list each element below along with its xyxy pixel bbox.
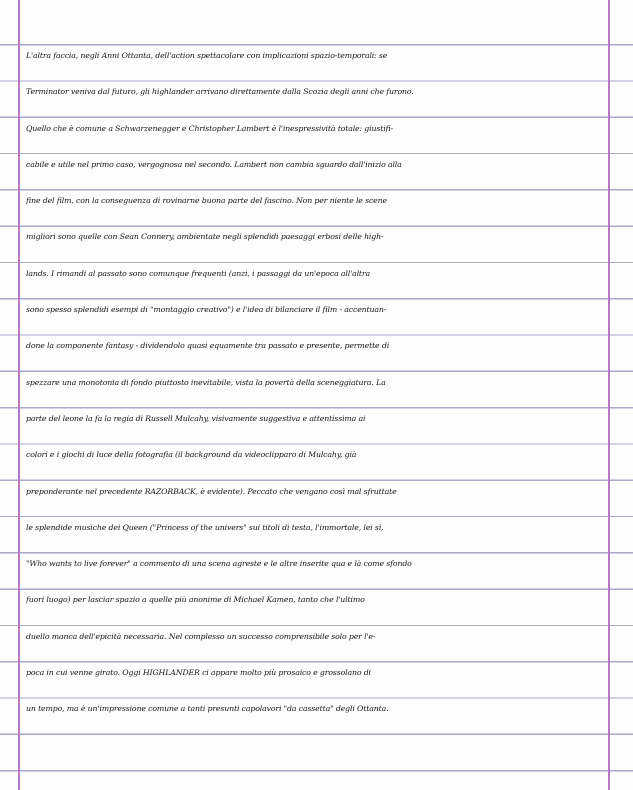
- text-line: lands. I rimandi al passato sono comunque frequenti (anzi, i passaggi da un'epoca all'altra: [26, 268, 370, 278]
- text-line: Terminator veniva dal futuro, gli highlander arrivano direttamente dalla Scozia degli anni che furono.: [26, 87, 414, 97]
- text-line: Quello che è comune a Schwarzenegger e Christopher Lambert è l'inespressività totale: giustifi-: [26, 123, 394, 133]
- text-line: preponderante nel precedente RAZORBACK, è evidente). Peccato che vengano così mal sfruttate: [26, 486, 397, 496]
- text-line: fuori luogo) per lasciar spazio a quelle più anonime di Michael Kamen, tanto che l'ultimo: [26, 595, 365, 605]
- text-line: "Who wants to live forever" a commento di una scena agreste e le altre inserite qua e là come sfondo: [26, 559, 412, 569]
- text-line: sono spesso splendidi esempi di "montaggio creativo") e l'idea di bilanciare il film - accentuan-: [26, 305, 387, 315]
- text-line: poca in cui venne girato. Oggi HIGHLANDER ci appare molto più prosaico e grossolano di: [26, 668, 371, 678]
- text-line: colori e i giochi di luce della fotografia (il background da videoclipparo di Mulcahy, già: [26, 450, 357, 460]
- text-line: le splendide musiche dei Queen ("Princess of the univers" sui titoli di testa, l'immortale, lei sì,: [26, 522, 384, 532]
- handwritten-text: [26, 38, 608, 728]
- text-line: L'altra faccia, negli Anni Ottanta, dell'action spettacolare con implicazioni spazio-temporali: se: [26, 51, 388, 60]
- text-line: cabile e utile nel primo caso, vergognosa nel secondo. Lambert non cambia sguardo dall'inizio alla: [26, 159, 402, 169]
- left-margin-line: [18, 0, 20, 790]
- text-line: duello manca dell'epicità necessaria. Nel complesso un successo comprensibile solo per l'e-: [26, 631, 376, 641]
- text-line: un tempo, ma è un'impressione comune a tanti presunti capolavori "da cassetta" degli Ottanta.: [26, 704, 389, 714]
- text-line: fine del film, con la conseguenza di rovinarne buona parte del fascino. Non per niente le scene: [26, 196, 387, 206]
- text-line: migliori sono quelle con Sean Connery, ambientate negli splendidi paesaggi erbosi delle high-: [26, 232, 384, 242]
- text-line: done la componente fantasy - dividendolo quasi equamente tra passato e presente, permette di: [26, 341, 390, 351]
- text-line: parte del leone la fa la regia di Russell Mulcahy, visivamente suggestiva e attentissima ai: [26, 413, 366, 423]
- right-margin-line: [608, 0, 610, 790]
- text-line: spezzare una monotonia di fondo piuttosto inevitabile, vista la povertà della sceneggiatura. La: [26, 377, 386, 387]
